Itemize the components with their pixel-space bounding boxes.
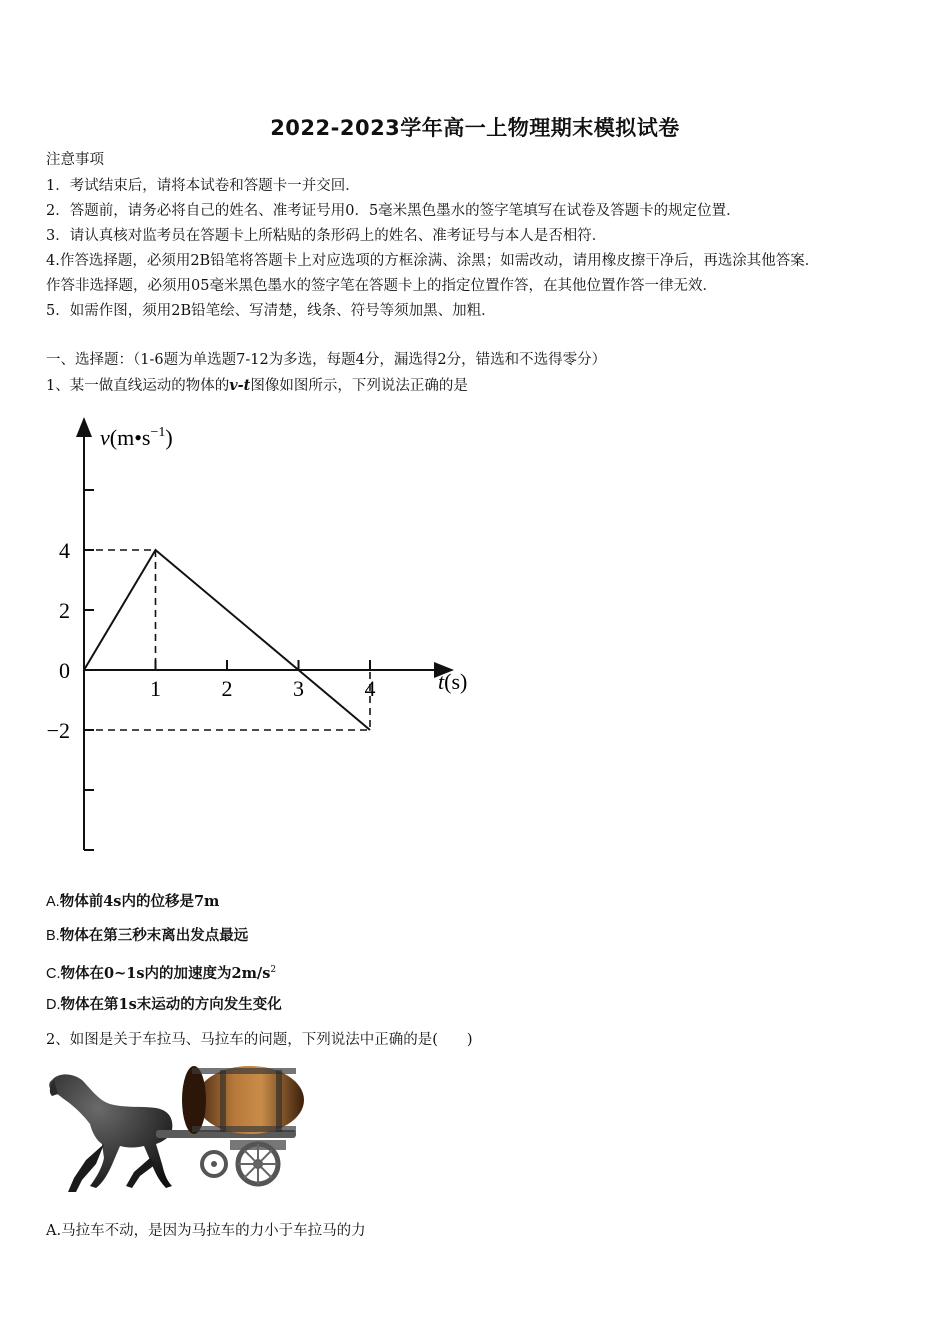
option-d-text: 物体在第1s末运动的方向发生变化 bbox=[60, 996, 282, 1013]
question-1-option-c[interactable] bbox=[46, 960, 276, 984]
option-b-key: B. bbox=[46, 928, 60, 944]
option-c-text: 物体在0~1s内的加速度为2m/s bbox=[60, 964, 271, 982]
cart-figure bbox=[156, 1066, 304, 1184]
question-1-stem-pre: 1、某一做直线运动的物体的 bbox=[46, 378, 230, 394]
y-tick-label: −2 bbox=[46, 718, 70, 743]
option-b-text: 物体在第三秒末离出发点最远 bbox=[59, 927, 249, 944]
question-1-option-b[interactable] bbox=[46, 926, 248, 946]
option-a-key: A. bbox=[46, 894, 60, 910]
question-2-stem: 2、如图是关于车拉马、马拉车的问题，下列说法中正确的是( ) bbox=[46, 1032, 473, 1048]
section-heading: 一、选择题：（1-6题为单选题7-12为多选，每题4分，漏选得2分，错选和不选得零分） bbox=[46, 352, 607, 368]
question-1-stem-post: 图像如图所示，下列说法正确的是 bbox=[250, 378, 468, 394]
option-d-key: D. bbox=[46, 997, 61, 1013]
y-tick-label: 4 bbox=[59, 538, 70, 563]
notice-item-2: 2．答题前，请务必将自己的姓名、准考证号用0．5毫米黑色墨水的签字笔填写在试卷及答题卡的规定位置． bbox=[46, 203, 741, 219]
option-c-sup: 2 bbox=[270, 965, 277, 975]
x-tick-label: 3 bbox=[293, 676, 304, 701]
notice-item-3: 3．请认真核对监考员在答题卡上所粘贴的条形码上的姓名、准考证号与本人是否相符． bbox=[46, 228, 607, 244]
option-c-key: C. bbox=[46, 965, 61, 982]
vt-graph bbox=[40, 405, 500, 865]
notice-heading: 注意事项 bbox=[46, 152, 104, 168]
question-1-stem-var: v-t bbox=[229, 377, 251, 394]
question-1-option-d[interactable] bbox=[46, 995, 282, 1015]
notice-item-1: 1．考试结束后，请将本试卷和答题卡一并交回． bbox=[46, 178, 360, 194]
horse-cart-illustration bbox=[44, 1060, 304, 1205]
vt-graph-root bbox=[47, 419, 468, 850]
question-2-option-a[interactable]: A.马拉车不动，是因为马拉车的力小于车拉马的力 bbox=[46, 1223, 366, 1239]
y-tick-label: 0 bbox=[59, 658, 70, 683]
question-1-stem bbox=[46, 376, 468, 396]
notice-item-5: 5．如需作图，须用2B铅笔绘、写清楚，线条、符号等须加黑、加粗． bbox=[46, 303, 496, 319]
y-tick-label: 2 bbox=[59, 598, 70, 623]
velocity-line bbox=[84, 550, 370, 730]
page-title: 2022-2023学年高一上物理期末模拟试卷 bbox=[270, 116, 680, 140]
x-axis-label: t(s) bbox=[438, 669, 468, 694]
notice-item-4: 4.作答选择题，必须用2B铅笔将答题卡上对应选项的方框涂满、涂黑；如需改动，请用橡皮擦干净后，再选涂其他答案． bbox=[46, 253, 820, 269]
horse-figure bbox=[49, 1074, 172, 1192]
notice-item-4-cont: 作答非选择题，必须用05毫米黑色墨水的签字笔在答题卡上的指定位置作答，在其他位置作答一律无效． bbox=[46, 278, 717, 294]
x-tick-label: 2 bbox=[221, 676, 233, 701]
question-1-option-a[interactable] bbox=[46, 892, 219, 912]
option-a-text: 物体前4s内的位移是7m bbox=[59, 893, 220, 910]
x-tick-label: 1 bbox=[150, 676, 161, 701]
x-tick-label: 4 bbox=[364, 676, 376, 701]
y-axis-label: $v(m•s^{-1})$ bbox=[100, 425, 173, 450]
